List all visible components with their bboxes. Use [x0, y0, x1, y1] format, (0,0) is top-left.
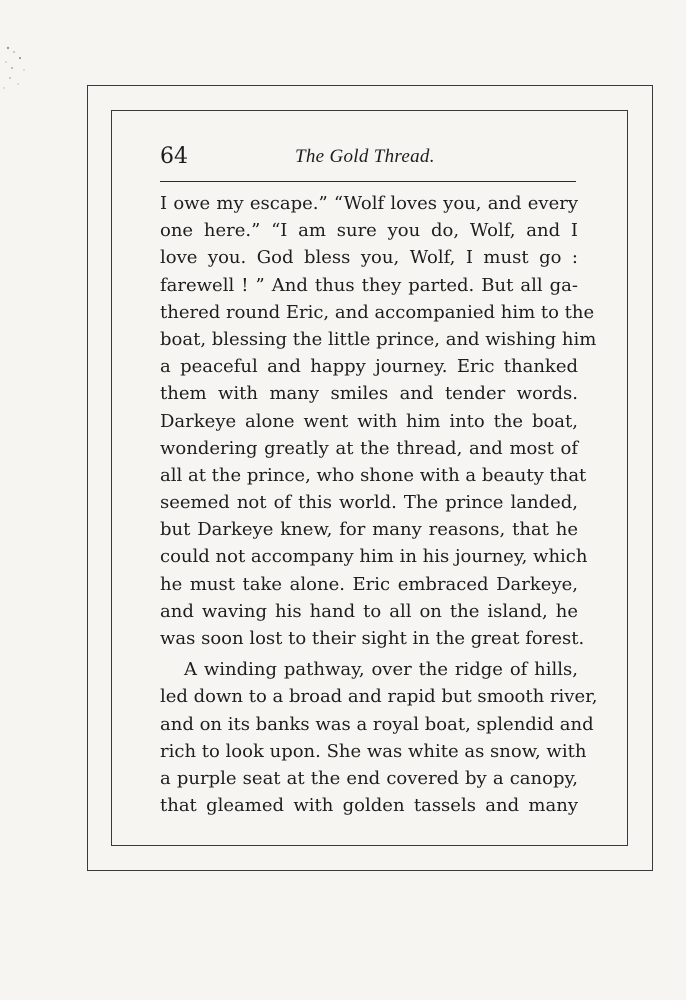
text-line: could not accompany him in his journey, which: [160, 546, 588, 568]
paragraph: [160, 656, 598, 819]
text-line: was soon lost to their sight in the great forest.: [160, 628, 585, 649]
text-line: thered round Eric, and accompanied him to the: [160, 301, 595, 323]
text-line: seemed not of this world. The prince landed,: [160, 492, 578, 514]
body-text: [160, 190, 598, 819]
text-line: led down to a broad and rapid but smooth river,: [160, 686, 598, 708]
text-line: and on its banks was a royal boat, splendid and: [160, 713, 594, 735]
page-header: [160, 140, 580, 174]
text-line: all at the prince, who shone with a beauty that: [160, 464, 587, 486]
text-line: but Darkeye knew, for many reasons, that he: [160, 519, 578, 541]
text-line: I owe my escape.” “Wolf loves you, and every: [160, 193, 578, 214]
text-line: them with many smiles and tender words.: [160, 383, 578, 405]
text-line: wondering greatly at the thread, and most of: [160, 437, 578, 459]
text-line: farewell ! ” And thus they parted. But all ga-: [160, 274, 578, 296]
header-rule: [160, 181, 576, 182]
text-line: boat, blessing the little prince, and wishing him: [160, 328, 597, 350]
text-line: a purple seat at the end covered by a canopy,: [160, 767, 578, 789]
text-line: A winding pathway, over the ridge of hills,: [184, 659, 578, 681]
running-title: The Gold Thread.: [295, 146, 435, 167]
text-line: and waving his hand to all on the island, he: [160, 600, 578, 622]
text-line: love you. God bless you, Wolf, I must go :: [160, 247, 578, 269]
page-number: 64: [160, 144, 188, 169]
text-line: that gleamed with golden tassels and many: [160, 795, 578, 817]
paragraph: [160, 190, 597, 652]
text-line: Darkeye alone went with him into the boat,: [160, 410, 578, 432]
paper-speckle: [0, 40, 36, 100]
text-line: rich to look upon. She was white as snow, with: [160, 740, 587, 762]
text-line: one here.” “I am sure you do, Wolf, and I: [160, 220, 578, 242]
text-line: a peaceful and happy journey. Eric thanked: [160, 356, 578, 378]
text-line: he must take alone. Eric embraced Darkeye,: [160, 573, 578, 595]
